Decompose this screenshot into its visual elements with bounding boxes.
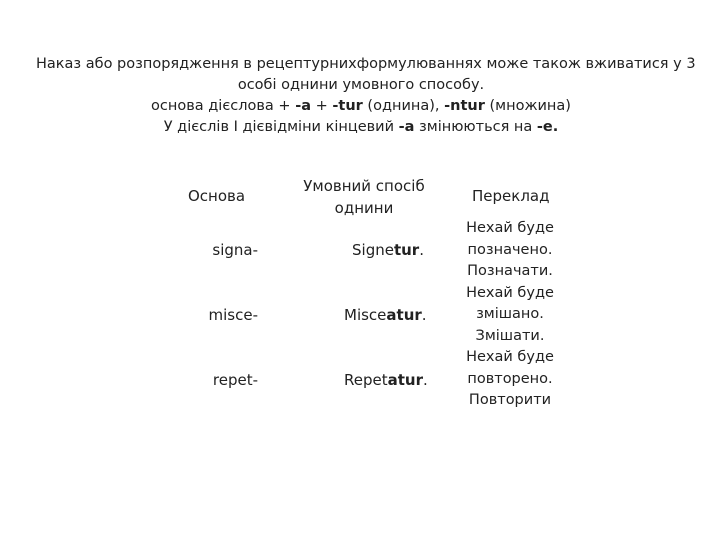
form-tail: . — [422, 371, 428, 389]
form-base: Repet — [344, 371, 388, 389]
intro-line-3 — [36, 96, 686, 117]
header-translation: Переклад — [472, 187, 550, 205]
ending-ntur: -ntur — [444, 98, 485, 114]
rule-plus: + — [311, 98, 333, 114]
rule-plural: (множина) — [484, 98, 571, 114]
translation-line: позначено. — [467, 241, 553, 258]
form-ending: tur — [393, 241, 420, 259]
translation-line: Змішати. — [475, 327, 545, 344]
form-ending: atur — [387, 371, 423, 389]
header-mood-line-1: Умовний спосіб — [303, 177, 425, 195]
translation-line: Нехай буде — [466, 220, 554, 236]
form-tail: . — [421, 306, 427, 324]
form-ending: atur — [386, 306, 422, 324]
stem-cell: repet- — [212, 371, 258, 389]
rule-conj-text: У дієслів I дієвідміни кінцевий — [163, 119, 399, 135]
header-mood — [300, 176, 428, 219]
translation-column — [454, 218, 566, 412]
ending-tur: -tur — [332, 98, 363, 114]
translation-line: змішано. — [476, 306, 544, 322]
translation-line: Нехай буде — [466, 284, 554, 301]
form-base: Misce — [344, 306, 387, 324]
translation-line: повторено. — [467, 370, 553, 387]
rule-change-text: змінюються на — [414, 119, 537, 135]
intro-line-2: особі однини умовного способу. — [237, 77, 485, 93]
intro-line-1: Наказ або розпорядження в рецептурнихформулюваннях може також вживатися у 3 — [36, 56, 696, 72]
translation-line: Позначати. — [467, 263, 553, 279]
form-cell — [352, 240, 424, 262]
form-base: Signe — [352, 241, 394, 259]
rule-base: основа дієслова + — [151, 98, 296, 114]
stem-cell: misce- — [208, 306, 258, 324]
form-cell — [344, 305, 427, 327]
header-stem: Основа — [188, 187, 246, 205]
intro-paragraph — [36, 54, 696, 138]
ending-a: -a — [295, 98, 312, 114]
translation-line: Повторити — [468, 392, 552, 408]
header-mood-line-2: однини — [334, 198, 394, 217]
ending-a-2: -a — [398, 119, 415, 135]
rule-singular: (однина), — [362, 98, 445, 114]
ending-e: -e. — [536, 119, 559, 135]
intro-line-4 — [36, 117, 686, 138]
form-tail: . — [419, 241, 424, 259]
translation-line: Нехай буде — [466, 349, 554, 365]
stem-cell: signa- — [212, 241, 258, 259]
form-cell — [344, 370, 428, 392]
